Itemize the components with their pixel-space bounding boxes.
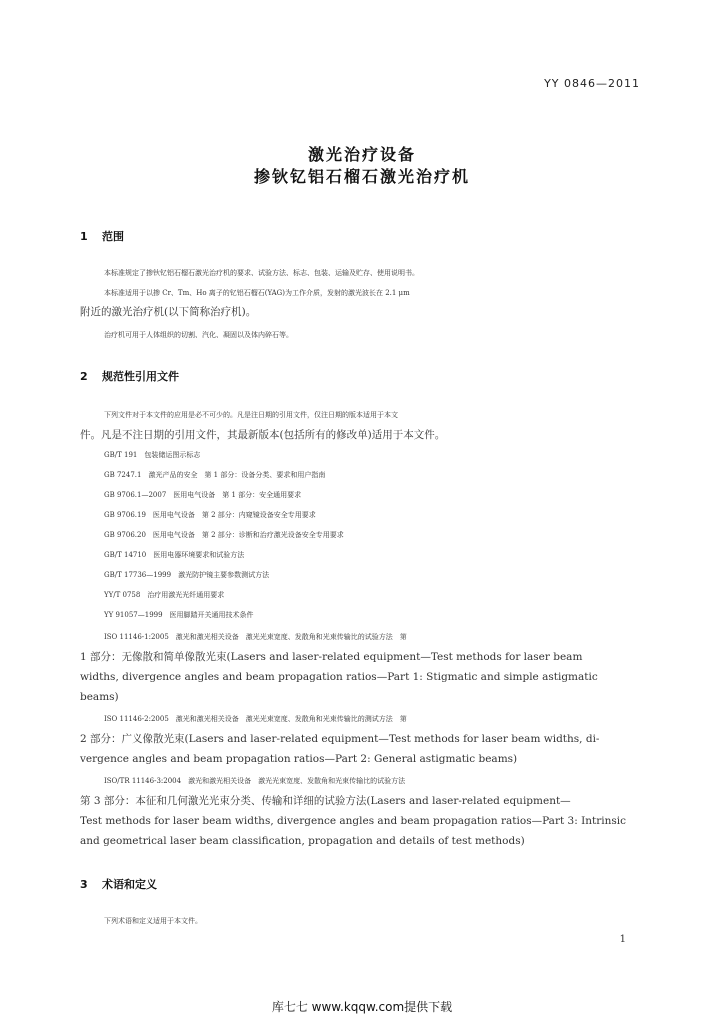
reference-item: YY/T 0758 治疗用激光光纤通用要求 bbox=[104, 591, 225, 599]
reference-item: YY 91057—1999 医用脚踏开关通用技术条件 bbox=[104, 611, 254, 619]
reference-continuation: 1 部分：无像散和简单像散光束(Lasers and laser-related equipment—Test methods for laser beam bbox=[80, 651, 583, 663]
reference-continuation: 第 3 部分：本征和几何激光光束分类、传输和详细的试验方法(Lasers and laser-related equipment— bbox=[80, 795, 571, 807]
paragraph: 附近的激光治疗机(以下简称治疗机)。 bbox=[80, 306, 257, 318]
reference-item: GB/T 14710 医用电器环境要求和试验方法 bbox=[104, 551, 245, 559]
reference-item: GB 9706.19 医用电气设备 第 2 部分：内窥镜设备安全专用要求 bbox=[104, 511, 316, 519]
reference-item: GB/T 17736—1999 激光防护镜主要参数测试方法 bbox=[104, 571, 270, 579]
section-number: 3 bbox=[80, 878, 88, 891]
reference-item: GB 7247.1 激光产品的安全 第 1 部分：设备分类、要求和用户指南 bbox=[104, 471, 326, 479]
reference-continuation: beams) bbox=[80, 691, 119, 703]
reference-continuation: widths, divergence angles and beam propagation ratios—Part 1: Stigmatic and simple astigmatic bbox=[80, 671, 598, 683]
reference-continuation: 2 部分：广义像散光束(Lasers and laser-related equipment—Test methods for laser beam widths, di- bbox=[80, 733, 600, 745]
paragraph: 治疗机可用于人体组织的切割、汽化、凝固以及体内碎石等。 bbox=[104, 331, 293, 339]
paragraph: 下列术语和定义适用于本文件。 bbox=[104, 917, 202, 925]
page-number: 1 bbox=[619, 934, 626, 945]
reference-continuation: vergence angles and beam propagation ratios—Part 2: General astigmatic beams) bbox=[80, 753, 518, 765]
section-title: 范围 bbox=[102, 230, 124, 243]
document-title-line2: 掺钬钇铝石榴石激光治疗机 bbox=[253, 167, 470, 186]
document-title-line1: 激光治疗设备 bbox=[307, 145, 416, 164]
paragraph: 件。凡是不注日期的引用文件，其最新版本(包括所有的修改单)适用于本文件。 bbox=[80, 429, 446, 441]
section-number: 2 bbox=[80, 370, 88, 383]
reference-item: GB 9706.20 医用电气设备 第 2 部分：诊断和治疗激光设备安全专用要求 bbox=[104, 531, 344, 539]
paragraph: 本标准规定了掺钬钇铝石榴石激光治疗机的要求、试验方法、标志、包装、运输及贮存、使用说明书。 bbox=[104, 269, 419, 277]
section-2-heading bbox=[80, 368, 179, 384]
section-3-heading bbox=[80, 876, 157, 892]
section-number: 1 bbox=[80, 230, 88, 243]
standard-number: YY 0846—2011 bbox=[544, 77, 640, 90]
reference-item: GB 9706.1—2007 医用电气设备 第 1 部分：安全通用要求 bbox=[104, 491, 302, 499]
paragraph: 下列文件对于本文件的应用是必不可少的。凡是注日期的引用文件，仅注日期的版本适用于本文 bbox=[104, 411, 398, 419]
reference-item: GB/T 191 包装储运图示标志 bbox=[104, 451, 201, 459]
section-1-heading bbox=[80, 228, 124, 244]
reference-item: ISO/TR 11146-3:2004 激光和激光相关设备 激光光束宽度、发散角和光束传输比的试验方法 bbox=[104, 777, 406, 785]
reference-item: ISO 11146-1:2005 激光和激光相关设备 激光光束宽度、发散角和光束传输比的试验方法 第 bbox=[104, 633, 407, 641]
footer-download-note: 库七七 www.kqqw.com提供下载 bbox=[271, 1000, 453, 1014]
reference-continuation: Test methods for laser beam widths, divergence angles and beam propagation ratios—Part 3: Intrinsic bbox=[80, 815, 626, 827]
section-title: 规范性引用文件 bbox=[102, 370, 179, 383]
reference-continuation: and geometrical laser beam classification, propagation and details of test methods) bbox=[80, 835, 525, 847]
section-title: 术语和定义 bbox=[102, 878, 157, 891]
reference-item: ISO 11146-2:2005 激光和激光相关设备 激光光束宽度、发散角和光束传输比的测试方法 第 bbox=[104, 715, 407, 723]
paragraph: 本标准适用于以掺 Cr、Tm、Ho 离子的钇铝石榴石(YAG)为工作介质，发射的激光波长在 2.1 μm bbox=[104, 289, 410, 297]
